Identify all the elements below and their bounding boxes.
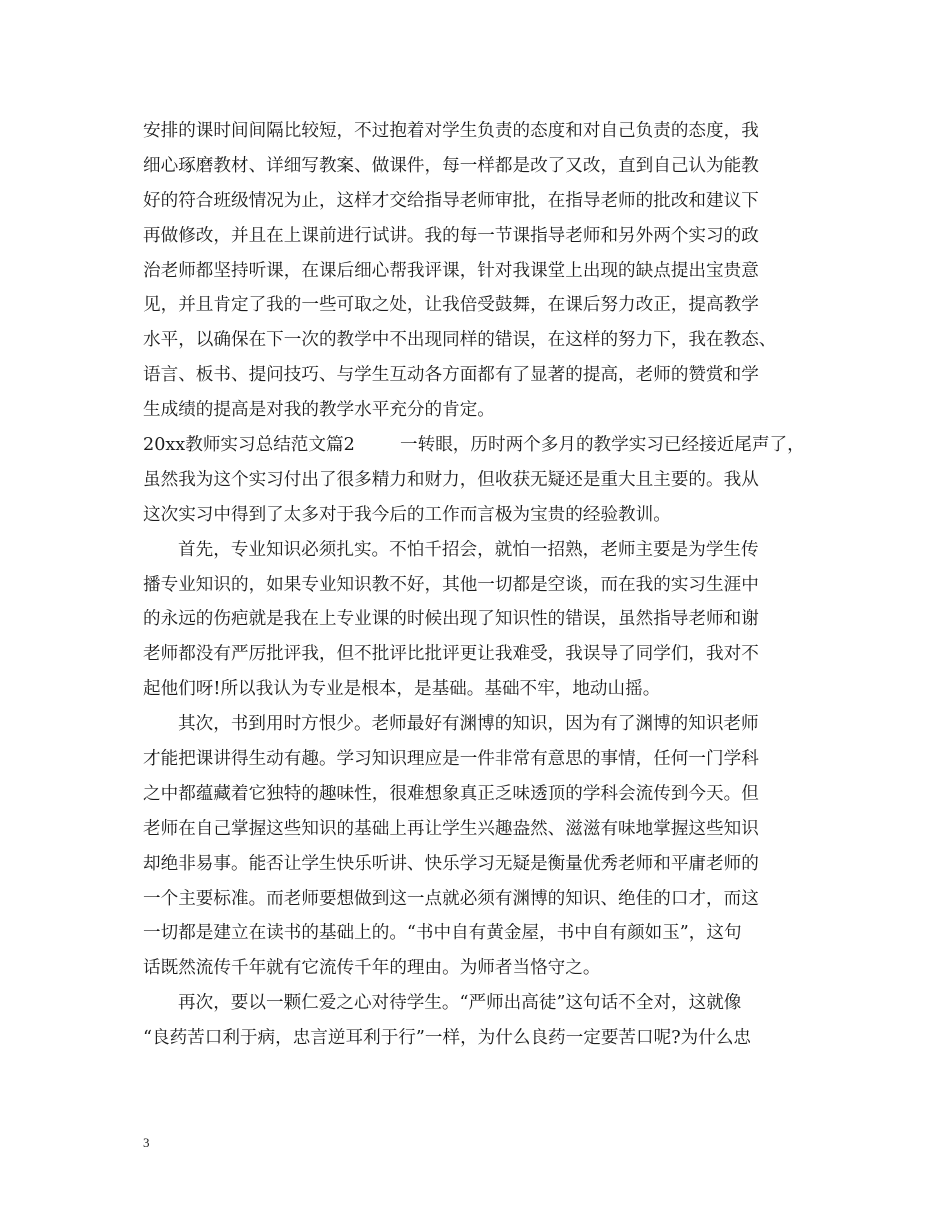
paragraph-first-line: 其次，书到用时方恨少。老师最好有渊博的知识，因为有了渊博的知识老师 [178,714,759,735]
text-line: 话既然流传千年就有它流传千年的理由。为师者当恪守之。 [143,958,601,979]
text-line: 一切都是建立在读书的基础上的。“书中自有黄金屋，书中自有颜如玉”，这句 [143,923,742,944]
text-line: 虽然我为这个实习付出了很多精力和财力，但收获无疑还是重大且主要的。我从 [143,469,759,490]
text-line: 见，并且肯定了我的一些可取之处，让我倍受鼓舞，在课后努力改正，提高教学 [143,295,759,316]
paragraph-first-line: 首先，专业知识必须扎实。不怕千招会，就怕一招熟，老师主要是为学生传 [178,539,759,560]
text-line: 一个主要标准。而老师要想做到这一点就必须有渊博的知识、绝佳的口才，而这 [143,888,759,909]
text-line: 好的符合班级情况为止，这样才交给指导老师审批，在指导老师的批改和建议下 [143,190,759,211]
text-line: 播专业知识的，如果专业知识教不好，其他一切都是空谈，而在我的实习生涯中 [143,574,759,595]
text-line: 细心琢磨教材、详细写教案、做课件，每一样都是改了又改，直到自己认为能教 [143,155,759,176]
section-heading: 20xx教师实习总结范文篇2 [143,435,355,456]
text-line: 老师在自己掌握这些知识的基础上再让学生兴趣盎然、滋滋有味地掌握这些知识 [143,818,759,839]
text-line: 生成绩的提高是对我的教学水平充分的肯定。 [143,400,495,421]
text-line: 再做修改，并且在上课前进行试讲。我的每一节课指导老师和另外两个实习的政 [143,225,759,246]
text-line: 治老师都坚持听课，在课后细心帮我评课，针对我课堂上出现的缺点提出宝贵意 [143,260,759,281]
text-line: 的永远的伤疤就是我在上专业课的时候出现了知识性的错误，虽然指导老师和谢 [143,609,759,630]
text-line: 却绝非易事。能否让学生快乐听讲、快乐学习无疑是衡量优秀老师和平庸老师的 [143,853,759,874]
document-body [143,114,808,1056]
text-line: “良药苦口利于病，忠言逆耳利于行”一样，为什么良药一定要苦口呢?为什么忠 [143,1028,752,1049]
heading-continuation: 一转眼，历时两个多月的教学实习已经接近尾声了， [400,435,805,456]
paragraph-first-line: 再次，要以一颗仁爱之心对待学生。“严师出高徒”这句话不全对，这就像 [178,993,742,1014]
text-line: 语言、板书、提问技巧、与学生互动各方面都有了显著的提高，老师的赞赏和学 [143,365,759,386]
text-line: 这次实习中得到了太多对于我今后的工作而言极为宝贵的经验教训。 [143,504,671,525]
text-line: 老师都没有严厉批评我，但不批评比批评更让我难受，我误导了同学们，我对不 [143,644,759,665]
text-line: 起他们呀!所以我认为专业是根本，是基础。基础不牢，地动山摇。 [143,679,661,700]
section-heading-line [143,428,808,463]
text-line: 之中都蕴藏着它独特的趣味性，很难想象真正乏味透顶的学科会流传到今天。但 [143,783,759,804]
page-number: 3 [143,1135,150,1150]
text-line: 水平，以确保在下一次的教学中不出现同样的错误，在这样的努力下，我在教态、 [143,330,777,351]
text-line: 才能把课讲得生动有趣。学习知识理应是一件非常有意思的事情，任何一门学科 [143,749,759,770]
text-line: 安排的课时间间隔比较短，不过抱着对学生负责的态度和对自己负责的态度，我 [143,121,759,141]
